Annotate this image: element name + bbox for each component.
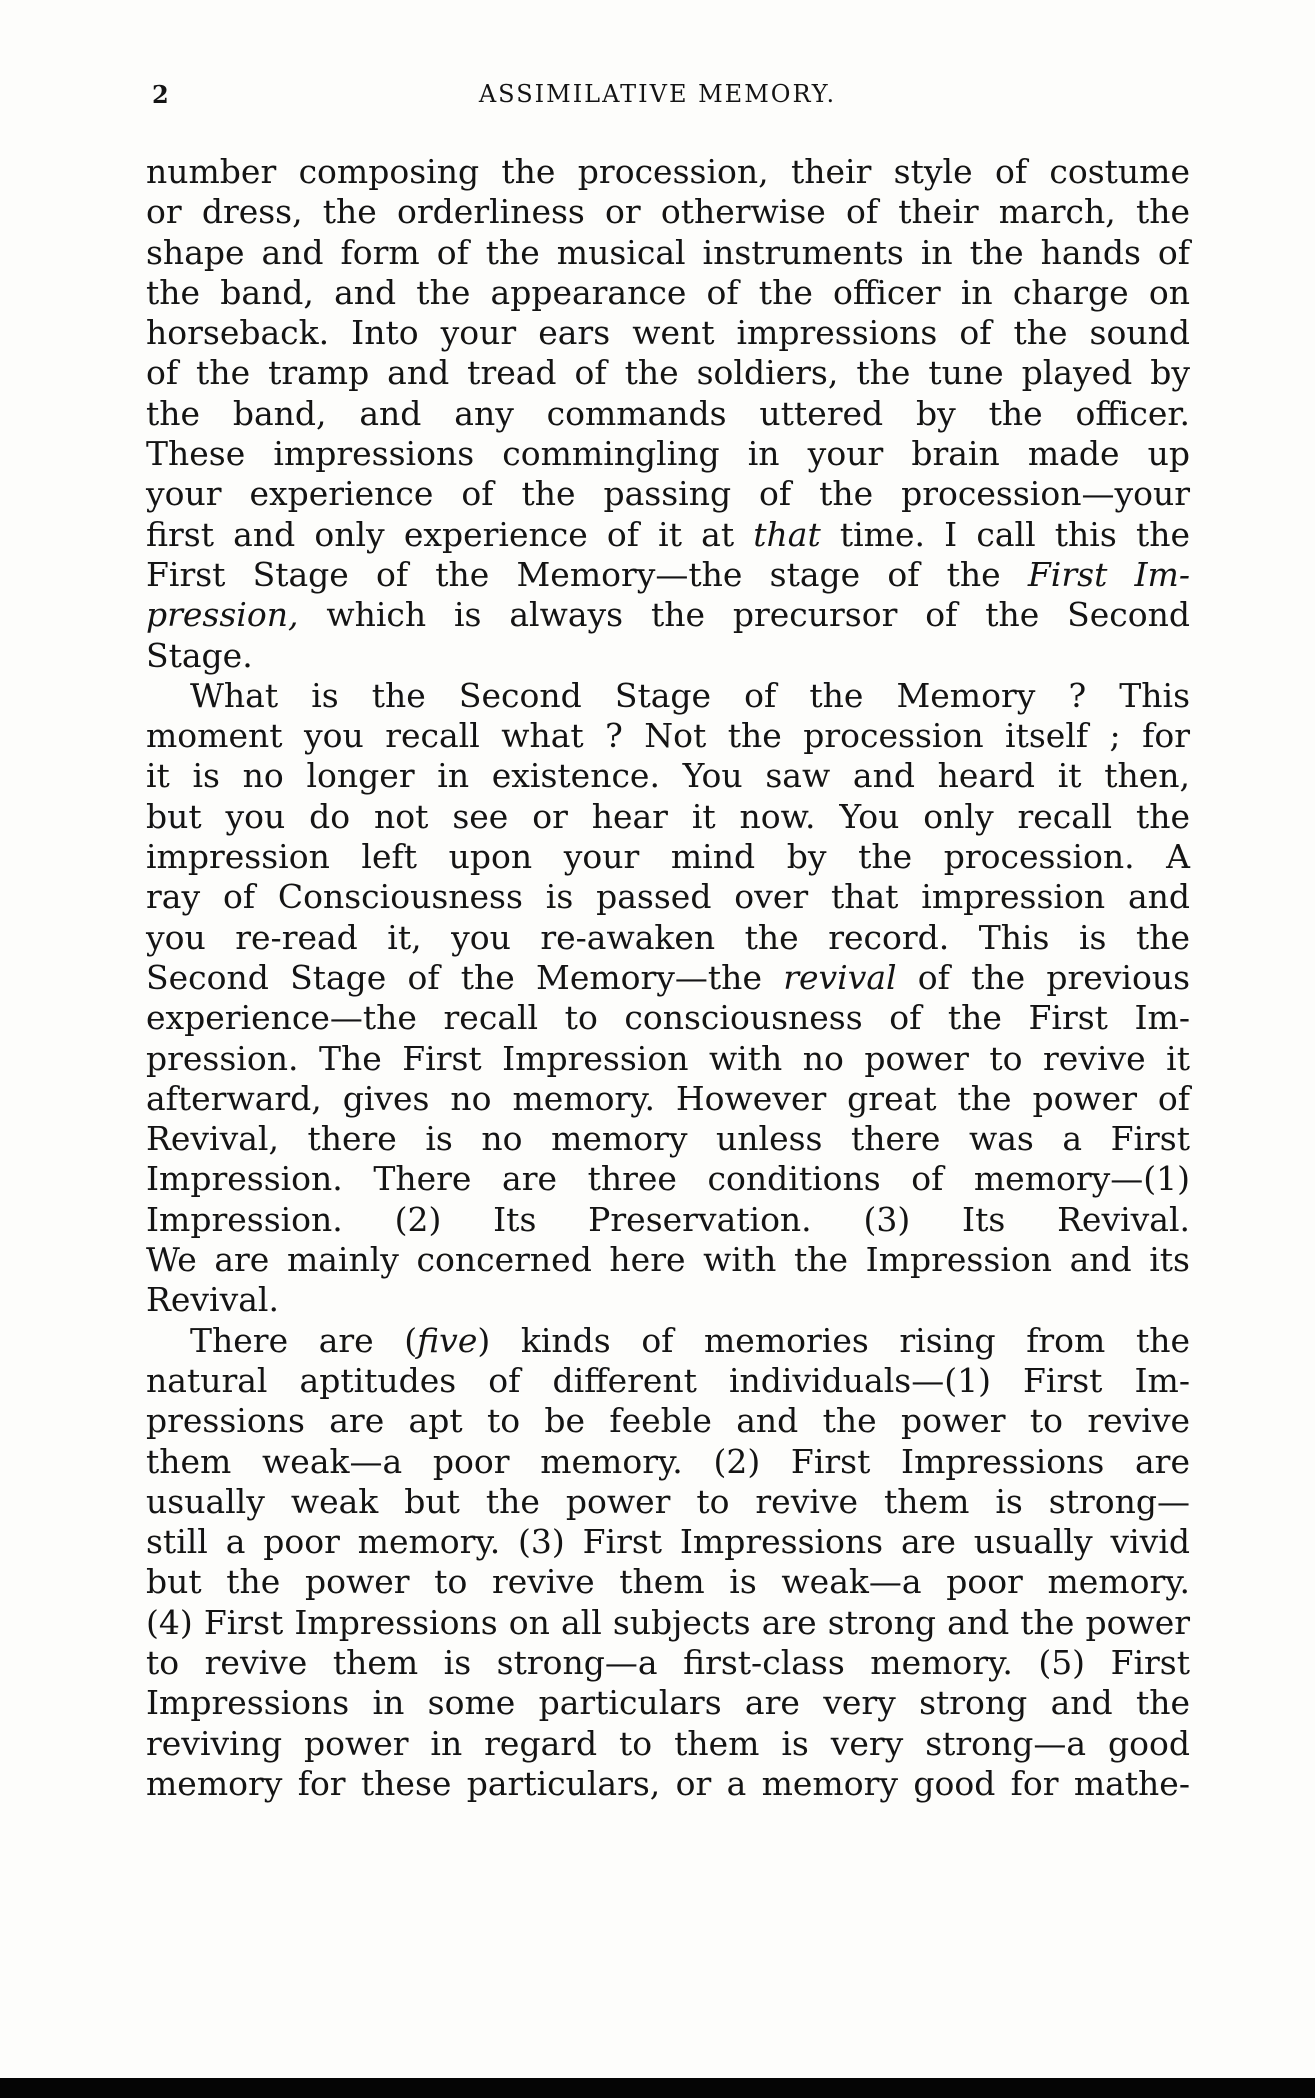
text-line: them weak—a poor memory. (2) First Impressions are [146, 1441, 1190, 1481]
text-line: Impression. (2) Its Preservation. (3) Its Revival. [146, 1199, 1190, 1239]
text-line: Stage. [146, 635, 253, 675]
text-line: number composing the procession, their style of costume [146, 152, 1190, 191]
running-title: ASSIMILATIVE MEMORY. [478, 80, 837, 108]
text-line: ray of Consciousness is passed over that impression and [146, 877, 1190, 917]
text-line: to revive them is strong—a first-class memory. (5) First [146, 1642, 1190, 1682]
text-line: you re-read it, you re-awaken the record. This is the [146, 917, 1190, 957]
text-line: pressions are apt to be feeble and the power to revive [146, 1401, 1190, 1441]
text-line: but you do not see or hear it now. You only recall the [146, 796, 1190, 836]
text-line: your experience of the passing of the procession—your [146, 474, 1190, 514]
text-line: it is no longer in existence. You saw and heard it then, [146, 756, 1190, 796]
body-text [146, 152, 1190, 1804]
text-line: of the tramp and tread of the soldiers, the tune played by [146, 353, 1190, 393]
text-line: shape and form of the musical instruments in the hands of [146, 232, 1190, 272]
text-line: natural aptitudes of different individuals—(1) First Im- [146, 1360, 1190, 1400]
text-line: first and only experience of it at that time. I call this the [146, 514, 1190, 554]
text-line: What is the Second Stage of the Memory ? This [190, 675, 1190, 715]
text-line: There are (five) kinds of memories rising from the [190, 1320, 1190, 1360]
text-line: pression, which is always the precursor of the Second [146, 595, 1190, 635]
text-line: These impressions commingling in your brain made up [146, 434, 1190, 474]
text-line: memory for these particulars, or a memory good for mathe- [146, 1763, 1190, 1803]
scan-edge-bar [0, 2078, 1315, 2098]
text-line: but the power to revive them is weak—a poor memory. [146, 1562, 1190, 1602]
text-line: Revival, there is no memory unless there was a First [146, 1119, 1190, 1159]
text-line: the band, and the appearance of the officer in charge on [146, 272, 1190, 312]
text-line: the band, and any commands uttered by the officer. [146, 393, 1190, 433]
text-line: experience—the recall to consciousness of the First Im- [146, 998, 1190, 1038]
text-line: usually weak but the power to revive them is strong— [146, 1481, 1190, 1521]
text-line: (4) First Impressions on all subjects are strong and the power [146, 1602, 1190, 1642]
text-line: Impressions in some particulars are very strong and the [146, 1683, 1190, 1723]
text-line: First Stage of the Memory—the stage of the First Im- [146, 554, 1191, 594]
text-line: Second Stage of the Memory—the revival of the previous [146, 957, 1191, 997]
text-line: reviving power in regard to them is very strong—a good [146, 1723, 1190, 1763]
page-number: 2 [152, 80, 170, 109]
text-line: We are mainly concerned here with the Impression and its [146, 1240, 1190, 1280]
text-line: Revival. [146, 1280, 279, 1320]
text-line: Impression. There are three conditions of memory—(1) [146, 1159, 1190, 1199]
text-line: or dress, the orderliness or otherwise of their march, the [146, 192, 1190, 232]
text-line: pression. The First Impression with no power to revive it [146, 1038, 1190, 1078]
text-line: impression left upon your mind by the procession. A [146, 837, 1190, 877]
text-line: moment you recall what ? Not the procession itself ; for [146, 716, 1190, 756]
text-line: still a poor memory. (3) First Impressions are usually vivid [146, 1522, 1190, 1562]
text-line: horseback. Into your ears went impressions of the sound [146, 313, 1190, 353]
text-line: afterward, gives no memory. However great the power of [146, 1078, 1190, 1118]
